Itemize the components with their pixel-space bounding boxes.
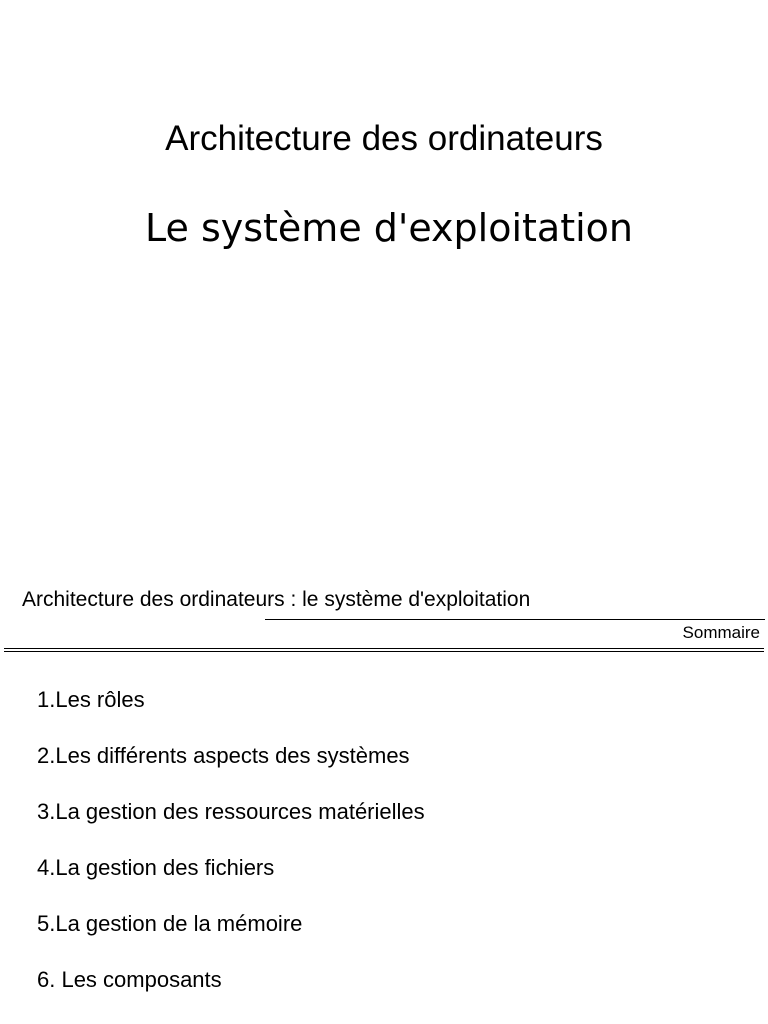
toc-item-files: 4.La gestion des fichiers — [37, 855, 275, 880]
table-of-contents — [37, 686, 425, 1022]
toc-item-components: 6. Les composants — [37, 967, 222, 992]
toc-item-aspects: 2.Les différents aspects des systèmes — [37, 743, 410, 768]
slide-subtitle: Le système d'exploitation — [144, 206, 634, 250]
slide-header: Architecture des ordinateurs : le système d'exploitation — [22, 588, 531, 611]
slide-title: Architecture des ordinateurs — [165, 119, 603, 158]
double-divider — [4, 648, 764, 652]
section-label: Sommaire — [682, 623, 760, 642]
toc-item-hardware-resources: 3.La gestion des ressources matérielles — [37, 799, 425, 824]
toc-item-roles: 1.Les rôles — [37, 687, 145, 712]
toc-item-memory: 5.La gestion de la mémoire — [37, 911, 303, 936]
header-divider — [265, 619, 765, 620]
